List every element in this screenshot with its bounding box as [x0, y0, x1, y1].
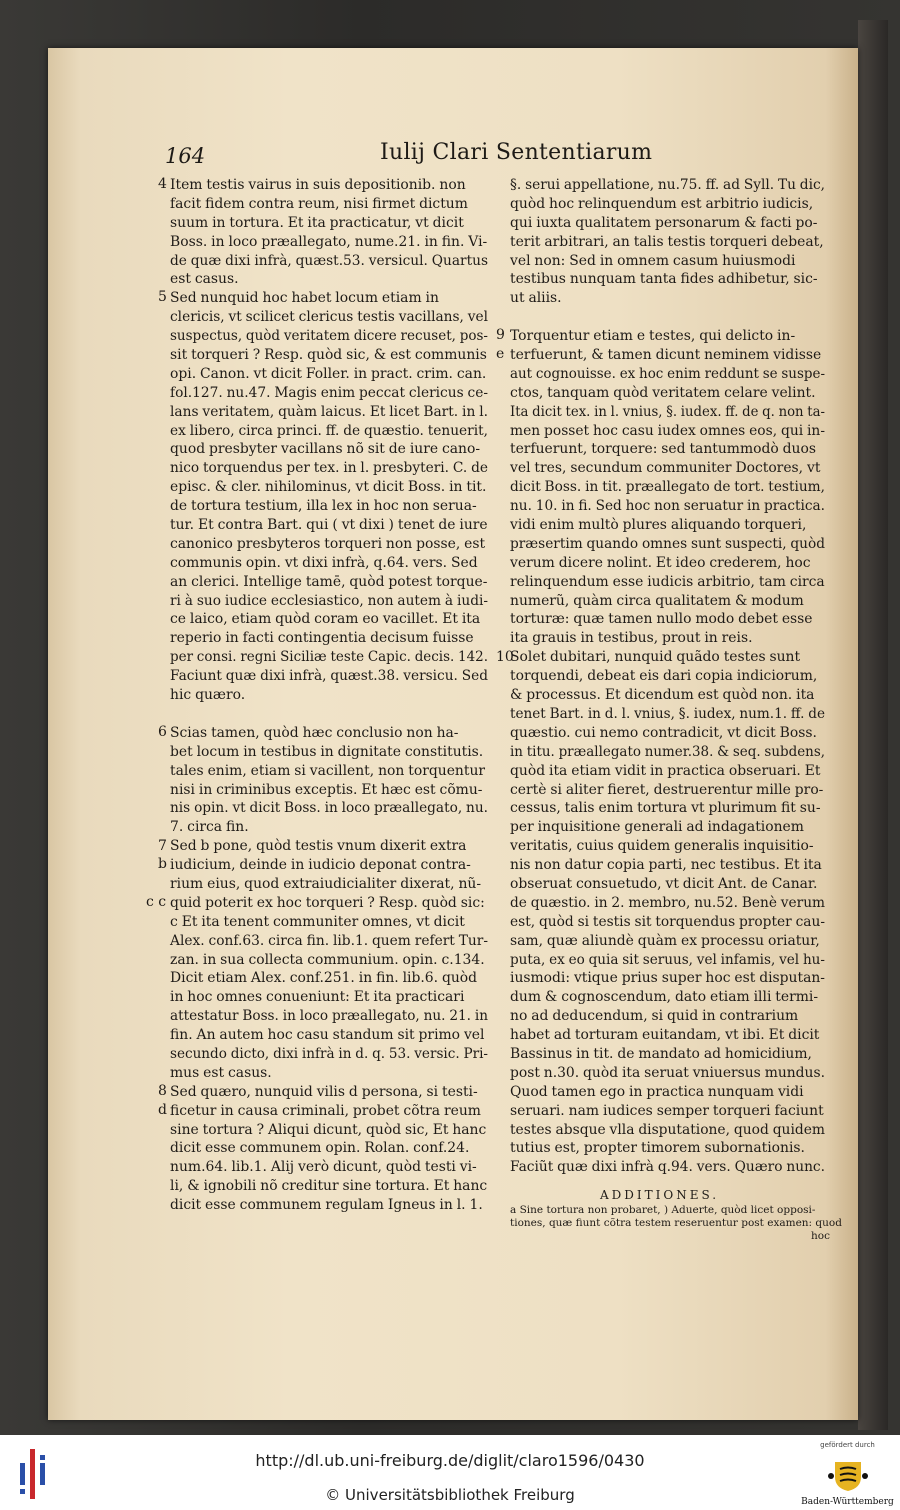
- text-line: quòd ita etiam vidit in practica obseruari. Et: [510, 762, 821, 779]
- text-line: an clerici. Intellige tamē, quòd potest torque-: [170, 573, 488, 590]
- text-line: verum dicere nolint. Et ideo crederem, hoc: [510, 554, 811, 571]
- text-line: Torquentur etiam e testes, qui delicto in-: [510, 328, 796, 345]
- text-line: tutius est, propter timorem subornationis.: [510, 1140, 805, 1157]
- text-line: est, quòd si testis sit torquendus propter cau-: [510, 913, 825, 930]
- text-line: in titu. præallegato numer.38. & seq. subdens,: [510, 743, 825, 760]
- text-line: Sed nunquid hoc habet locum etiam in: [170, 290, 439, 307]
- text-line: facit fidem contra reum, nisi firmet dictum: [170, 195, 468, 212]
- additiones-line: tiones, quæ fiunt cõtra testem reseruentur post examen: quod: [510, 1217, 842, 1229]
- text-line: §. serui appellatione, nu.75. ff. ad Syll. Tu dic,: [510, 177, 825, 193]
- text-line: sit torqueri ? Resp. quòd sic, & est communis: [170, 347, 487, 364]
- margin-mark: 5: [158, 289, 167, 306]
- text-line: Quod tamen ego in practica nunquam vidi: [510, 1083, 804, 1100]
- text-line: Sed b pone, quòd testis vnum dixerit extra: [170, 838, 467, 855]
- margin-mark: b: [158, 856, 167, 873]
- text-line: ficetur in causa criminali, probet cõtra reum: [170, 1102, 481, 1119]
- text-line: sam, quæ aliundè quàm ex processu oriatur,: [510, 932, 820, 949]
- sponsor-name: Baden-Württemberg: [801, 1497, 894, 1507]
- text-line: secundo dicto, dixi infrà in d. q. 53. versic. Pri-: [170, 1045, 488, 1062]
- text-line: suum in tortura. Et ita practicatur, vt dicit: [170, 214, 464, 231]
- text-line: dicit esse communem regulam Igneus in l. 1.: [170, 1197, 483, 1214]
- text-line: est casus.: [170, 271, 239, 288]
- text-line: ut aliis.: [510, 290, 562, 307]
- text-line: relinquendum esse iudicis arbitrio, tam circa: [510, 573, 825, 590]
- text-line: puta, ex eo quia sit seruus, vel infamis, vel hu-: [510, 951, 825, 968]
- text-line: habet ad torturam euitandam, vt ibi. Et dicit: [510, 1027, 820, 1044]
- text-line: Faciũt quæ dixi infrà q.94. vers. Quæro nunc.: [510, 1159, 825, 1176]
- text-line: 7. circa fin.: [170, 819, 249, 836]
- text-line: numerũ, quàm circa qualitatem & modum: [510, 592, 804, 609]
- text-line: præsertim quando omnes sunt suspecti, quòd: [510, 535, 825, 552]
- copyright-notice: © Universitätsbibliothek Freiburg: [325, 1486, 575, 1504]
- text-line: per inquisitione generali ad indagationem: [510, 819, 804, 836]
- text-line: vel non: Sed in omnem casum huiusmodi: [510, 252, 796, 269]
- additiones-line: hoc: [811, 1230, 830, 1242]
- text-line: tur. Et contra Bart. qui ( vt dixi ) tenet de iure: [170, 517, 488, 534]
- text-line: fin. An autem hoc casu standum sit primo vel: [170, 1027, 485, 1044]
- text-line: li, & ignobili nõ creditur sine tortura. Et hanc: [170, 1178, 488, 1195]
- text-line: num.64. lib.1. Alij verò dicunt, quòd testi vi-: [170, 1159, 477, 1176]
- text-line: episc. & cler. nihilominus, vt dicit Boss. in tit.: [170, 479, 487, 496]
- text-line: Item testis vairus in suis depositionib. non: [170, 177, 466, 193]
- right-text-column: [510, 176, 825, 1177]
- text-line: ctos, tanquam quòd veritatem celare velint.: [510, 384, 816, 401]
- page-header: [115, 140, 815, 170]
- text-line: nis non datur copia parti, nec testibus. Et ita: [510, 857, 822, 874]
- text-line: bet locum in testibus in dignitate constitutis.: [170, 743, 484, 760]
- text-line: dicit Boss. in tit. præallegato de tort. testium,: [510, 479, 825, 496]
- text-line: suspectus, quòd veritatem dicere recuset, pos-: [170, 328, 488, 345]
- folio-number: 164: [165, 144, 206, 168]
- text-line: cessus, talis enim tortura vt plurimum fit su-: [510, 800, 821, 817]
- text-line: ce laico, etiam quòd coram eo vacillet. Et ita: [170, 611, 481, 628]
- text-line: Scias tamen, quòd hæc conclusio non ha-: [170, 724, 459, 741]
- text-line: tenet Bart. in d. l. vnius, §. iudex, num.1. ff. de: [510, 705, 825, 722]
- book-edge: [858, 20, 888, 1430]
- text-line: Ita dicit tex. in l. vnius, §. iudex. ff. de q. non ta-: [510, 403, 825, 420]
- text-line: ex libero, circa princi. ff. de quæstio. tenuerit,: [170, 422, 488, 439]
- text-line: per consi. regni Siciliæ teste Capic. decis. 142.: [170, 649, 488, 666]
- text-line: vidi enim multò plures aliquando torqueri,: [510, 517, 807, 534]
- sponsor-label: gefördert durch: [820, 1441, 875, 1449]
- margin-mark: 6: [158, 724, 167, 741]
- margin-mark: 10: [496, 648, 514, 665]
- text-line: rium eius, quod extraiudicialiter dixerat, nũ-: [170, 875, 482, 892]
- text-line: nico torquendus per tex. in l. presbyteri. C. de: [170, 460, 488, 477]
- text-line: opi. Canon. vt dicit Foller. in pract. crim. can.: [170, 365, 487, 382]
- text-line: iudicium, deinde in iudicio deponat contra-: [170, 857, 471, 874]
- text-line: Boss. in loco præallegato, nume.21. in fin. Vi-: [170, 233, 488, 250]
- additiones-line: a Sine tortura non probaret, ) Aduerte, quòd licet opposi-: [510, 1204, 816, 1216]
- text-line: in hoc omnes conueniunt: Et ita practicari: [170, 989, 465, 1006]
- text-line: ita grauis in testibus, prout in reis.: [510, 630, 753, 647]
- text-line: veritatis, cuius quidem generalis inquisitio-: [510, 838, 814, 855]
- text-line: certè si aliter fieret, destruerentur mille pro-: [510, 781, 824, 798]
- text-line: vel tres, secundum communiter Doctores, vt: [510, 460, 821, 477]
- text-line: quæstio. cui nemo contradicit, vt dicit Boss.: [510, 724, 817, 741]
- text-line: ri à suo iudice ecclesiastico, non autem à iudi-: [170, 592, 488, 609]
- text-line: seruari. nam iudices semper torqueri faciunt: [510, 1102, 824, 1119]
- text-line: Dicit etiam Alex. conf.251. in fin. lib.6. quòd: [170, 970, 478, 987]
- footer-bar: [0, 1435, 900, 1510]
- text-line: nis opin. vt dicit Boss. in loco præallegato, nu.: [170, 800, 488, 817]
- text-line: lans veritatem, quàm laicus. Et licet Bart. in l.: [170, 403, 488, 420]
- text-line: tales enim, etiam si vacillent, non torquentur: [170, 762, 486, 779]
- text-line: nisi in criminibus exceptis. Et hæc est cõmu-: [170, 781, 483, 798]
- text-line: no ad deducendum, si quid in contrarium: [510, 1008, 799, 1025]
- text-line: quid poterit ex hoc torqueri ? Resp. quòd sic:: [170, 894, 485, 911]
- text-line: quòd hoc relinquendum est arbitrio iudicis,: [510, 195, 814, 212]
- text-line: de tortura testium, illa lex in hoc non serua-: [170, 498, 477, 515]
- text-line: Faciunt quæ dixi infrà, quæst.38. versicu. Sed: [170, 668, 488, 685]
- text-line: dicit esse communem opin. Rolan. conf.24.: [170, 1140, 470, 1157]
- sponsor-block: [800, 1441, 895, 1507]
- text-line: [170, 705, 488, 724]
- text-line: obseruat consuetudo, vt dicit Ant. de Canar.: [510, 875, 818, 892]
- text-line: sine tortura ? Aliqui dicunt, quòd sic, Et hanc: [170, 1121, 487, 1138]
- text-line: testes absque vlla disputatione, quod quidem: [510, 1121, 825, 1138]
- text-line: Solet dubitari, nunquid quãdo testes sunt: [510, 649, 801, 666]
- text-line: testibus nunquam tanta fides adhibetur, sic-: [510, 271, 818, 288]
- text-line: attestatur Boss. in loco præallegato, nu. 21. in: [170, 1008, 488, 1025]
- margin-mark: d: [158, 1102, 167, 1119]
- margin-mark: 4: [158, 176, 167, 192]
- text-line: torquendi, debeat eis dari copia indiciorum,: [510, 668, 818, 685]
- state-crest-icon: [827, 1459, 869, 1493]
- text-line: reperio in facti contingentia decisum fuisse: [170, 630, 474, 647]
- additiones-title: ADDITIONES.: [600, 1188, 720, 1202]
- additiones-text: [510, 1204, 842, 1243]
- text-line: quod presbyter vacillans nõ sit de iure cano-: [170, 441, 481, 458]
- margin-mark: c c: [146, 894, 167, 911]
- text-line: aut cognouisse. ex hoc enim reddunt se suspe-: [510, 365, 825, 382]
- left-text-column: [170, 176, 488, 1215]
- text-line: dum & cognoscendum, dato etiam illi termi-: [510, 989, 819, 1006]
- text-line: Alex. conf.63. circa fin. lib.1. quem refert Tur-: [170, 932, 488, 949]
- margin-mark: 8: [158, 1083, 167, 1100]
- text-line: canonico presbyteros torqueri non posse, est: [170, 535, 486, 552]
- text-line: nu. 10. in fi. Sed hoc non seruatur in practica.: [510, 498, 825, 515]
- text-line: mus est casus.: [170, 1064, 272, 1081]
- text-line: zan. in sua collecta communium. opin. c.134.: [170, 951, 485, 968]
- text-line: c Et ita tenent communiter omnes, vt dicit: [170, 913, 465, 930]
- text-line: [510, 308, 825, 327]
- text-line: de quæ dixi infrà, quæst.53. versicul. Quartus: [170, 252, 488, 269]
- text-line: terit arbitrari, an talis testis torqueri debeat,: [510, 233, 824, 250]
- margin-mark: e: [496, 346, 505, 363]
- text-line: men posset hoc casu iudex omnes eos, qui in-: [510, 422, 825, 439]
- margin-mark: 7: [158, 837, 167, 854]
- running-title: Iulij Clari Sententiarum: [380, 140, 653, 165]
- text-line: hic quæro.: [170, 687, 246, 704]
- text-line: Bassinus in tit. de mandato ad homicidium,: [510, 1045, 812, 1062]
- text-line: qui iuxta qualitatem personarum & facti po-: [510, 214, 818, 231]
- margin-mark: 9: [496, 327, 505, 344]
- text-line: & processus. Et dicendum est quòd non. ita: [510, 687, 815, 704]
- text-line: terfuerunt, & tamen dicunt neminem vidisse: [510, 347, 822, 364]
- text-line: fol.127. nu.47. Magis enim peccat clericus ce-: [170, 384, 488, 401]
- text-line: post n.30. quòd ita seruat vniuersus mundus.: [510, 1064, 825, 1081]
- text-line: torturæ: quæ tamen nullo modo debet esse: [510, 611, 813, 628]
- text-line: de quæstio. in 2. membro, nu.52. Benè verum: [510, 894, 825, 911]
- text-line: terfuerunt, torquere: sed tantummodò duos: [510, 441, 816, 458]
- text-line: communis opin. vt dixi infrà, q.64. vers. Sed: [170, 554, 478, 571]
- text-line: iusmodi: vtique prius super hoc est disputan-: [510, 970, 825, 987]
- text-line: clericis, vt scilicet clericus testis vacillans, vel: [170, 309, 488, 326]
- permalink-url[interactable]: http://dl.ub.uni-freiburg.de/diglit/claro1596/0430: [255, 1451, 645, 1470]
- text-line: Sed quæro, nunquid vilis d persona, si testi-: [170, 1083, 478, 1100]
